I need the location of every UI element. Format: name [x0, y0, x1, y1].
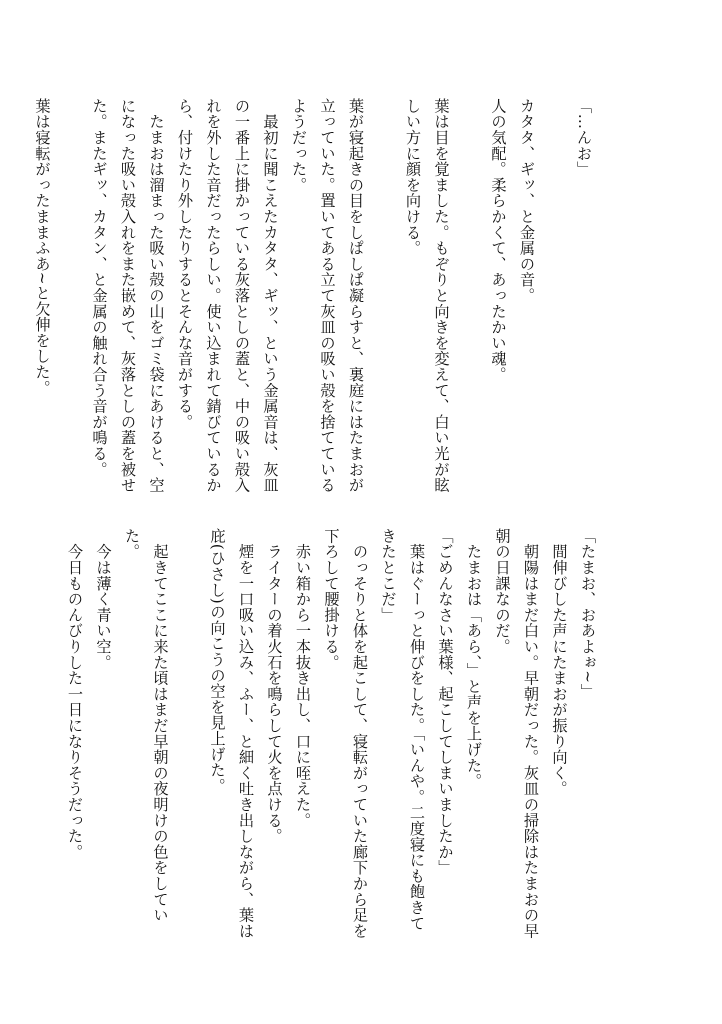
paragraph: 葉は目を覚ました。もぞりと向きを変えて、白い光が眩しい方に顔を向ける。	[404, 98, 451, 493]
blank-line	[57, 98, 86, 508]
paragraph: ライターの着火石を鳴らして火を点ける。	[265, 528, 284, 844]
paragraph: 葉が寝起きの目をしぱしぱ凝らすと、裏庭にはたまおが立っていた。置いてある立て灰皿の吸い殻を捨てているようだった。	[290, 98, 365, 493]
paragraph: のっそりと体を起こして、寝転がっていた廊下から足を下ろして腰掛ける。	[322, 528, 369, 939]
paragraph: 朝陽はまだ白い。早朝だった。灰皿の掃除はたまおの早朝の日課なのだ。	[493, 528, 540, 939]
paragraph: 人の気配。柔らかくて、あったかい魂。	[489, 98, 508, 383]
paragraph: 「たまお、おあよぉ~」	[579, 528, 597, 700]
paragraph: 「ごめんなさい葉様、起こしてしまいましたか」	[436, 528, 455, 876]
blank-line	[175, 528, 204, 940]
blank-line	[370, 98, 399, 508]
paragraph: カタタ、ギッ、と金属の音。	[518, 98, 536, 304]
paragraph: 煙を一口吸い込み、ふー、と細く吐き出しながら、葉は庇(ひさし)の向こうの空を見上げた。	[208, 528, 255, 939]
paragraph: 今日ものんびりした一日になりそうだった。	[66, 528, 84, 860]
blank-line	[456, 98, 485, 508]
paragraph: 最初に聞こえたカタタ、ギッ、という金属音は、灰皿の一番上に掛かっている灰落としの蓋と、中の吸い殻入れを外した音だったらしい。使い込まれて錆びているから、付けたり外したりするとそんな音がする。	[176, 98, 280, 493]
paragraph: 今は薄く青い空。	[94, 528, 113, 671]
paragraph: たまおは「あら、」と声を上げた。	[465, 528, 483, 789]
upper-text-block	[28, 98, 598, 508]
paragraph: 起きてここに来た頃はまだ早朝の夜明けの色をしていた。	[123, 528, 170, 923]
paragraph: 間伸びした声にたまおが振り向く。	[550, 528, 569, 797]
paragraph: 葉は寝転がったままふあ~と欠伸をした。	[33, 98, 52, 396]
paragraph: 葉はぐーっと伸びをした。「いんや。二度寝にも飽きてきたとこだ」	[379, 528, 426, 932]
lower-text-block	[61, 528, 603, 940]
paragraph: たまおは溜まった吸い殻の山をゴミ袋にあけると、空になった吸い殻入れをまた嵌めて、灰落としの蓋を被せた。またギッ、カタン、と金属の触れ合う音が鳴る。	[90, 98, 166, 493]
paragraph: 「…んお」	[575, 98, 593, 177]
paragraph: 赤い箱から一本抜き出し、口に咥えた。	[294, 528, 312, 829]
blank-line	[541, 98, 570, 508]
